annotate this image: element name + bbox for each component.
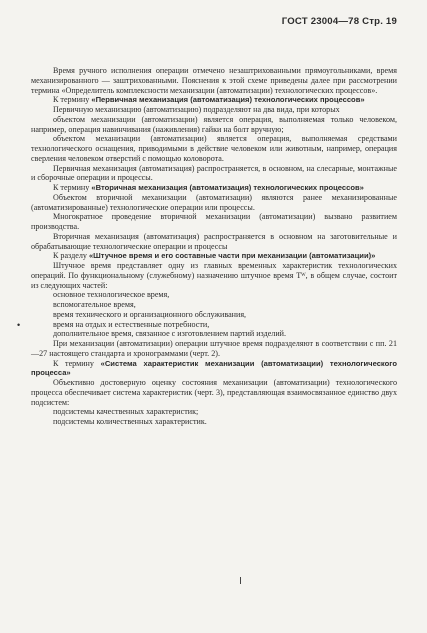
list-item: подсистемы количественных характеристик. <box>53 417 207 426</box>
term-heading <box>31 183 397 193</box>
paragraph: Штучное время представляет одну из главных временных характеристик технологических операций. По функциональному (служебному) назначению штучное время Tᵂ, в общем случае, состоит из следующих частей: <box>31 261 397 290</box>
list-item: вспомогательное время, <box>53 300 136 309</box>
margin-dot-mark: • <box>17 320 21 330</box>
list-item: основное технологическое время, <box>53 290 170 300</box>
paragraph: Первичная механизация (автоматизация) распространяется, в основном, на слесарные, монтажные и сборочные операции и процессы. <box>31 163 397 183</box>
term-lead: К термину <box>53 358 101 368</box>
paragraph: объектом механизации (автоматизации) является операция, выполняемая только человеком, например, операция навинчивания (наживления) гайки на болт вручную; <box>31 114 397 134</box>
paragraph: Вторичная механизация (автоматизация) распространяется в основном на заготовительные и обрабатывающие технологические операции и процессы <box>31 231 397 251</box>
term-title: «Вторичная механизация (автоматизация) технологических процессов» <box>91 183 364 192</box>
list-item: время на отдых и естественные потребности, <box>53 319 210 329</box>
section-title: «Штучное время и его составные части при механизации (автоматизации)» <box>88 251 376 261</box>
term-lead: К термину <box>53 95 92 105</box>
paragraph: Объективно достоверную оценку состояния механизации (автоматизации) технологического процесса обеспечивает система характеристик (черт. 3), представляющая взаимосвязанное единство двух подсистем: <box>31 378 397 407</box>
list-item: подсистемы качественных характеристик; <box>53 407 199 417</box>
term-title: «Система характеристик механизации (автоматизации) технологического процесса» <box>31 358 397 378</box>
list-item: время технического и организационного обслуживания, <box>53 309 247 319</box>
paragraph: Объектом вторичной механизации (автоматизации) являются ранее механизированные (автоматизированные) технологические операции или процессы. <box>31 192 397 212</box>
document-body <box>31 66 397 427</box>
paragraph: объектом механизации (автоматизации) является операция, выполняемая средствами технологического оснащения, приводимыми в действие человеком или животным, например, операция сверления человеком отверстий с помощью коловорота. <box>31 134 397 163</box>
term-lead: К термину <box>53 183 92 192</box>
section-heading <box>31 251 397 261</box>
term-heading <box>31 359 397 379</box>
paragraph: Многократное проведение вторичной механизации (автоматизации) вызвано развитием производства. <box>31 212 397 231</box>
paragraph: Первичную механизацию (автоматизацию) подразделяют на два вида, при которых <box>53 105 340 114</box>
term-lead: К разделу <box>53 251 89 261</box>
list-item: дополнительное время, связанное с изготовлением партий изделий. <box>53 329 287 339</box>
term-title: «Первичная механизация (автоматизация) технологических процессов» <box>91 95 365 105</box>
margin-tick-mark <box>240 577 241 584</box>
page-header: ГОСТ 23004—78 Стр. 19 <box>281 16 397 27</box>
paragraph: Время ручного исполнения операции отмечено незаштрихованными прямоугольниками, время механизированного — заштрихованными. Пояснения к этой схеме приведены далее при рассмотрении термина «Определитель комплексности механизации (автоматизации) технологических процессов». <box>31 66 397 95</box>
term-heading <box>31 95 397 105</box>
paragraph: При механизации (автоматизации) операции штучное время подразделяют в соответствии с пп. 21—27 настоящего стандарта и хронограммами (черт. 2). <box>31 339 397 358</box>
